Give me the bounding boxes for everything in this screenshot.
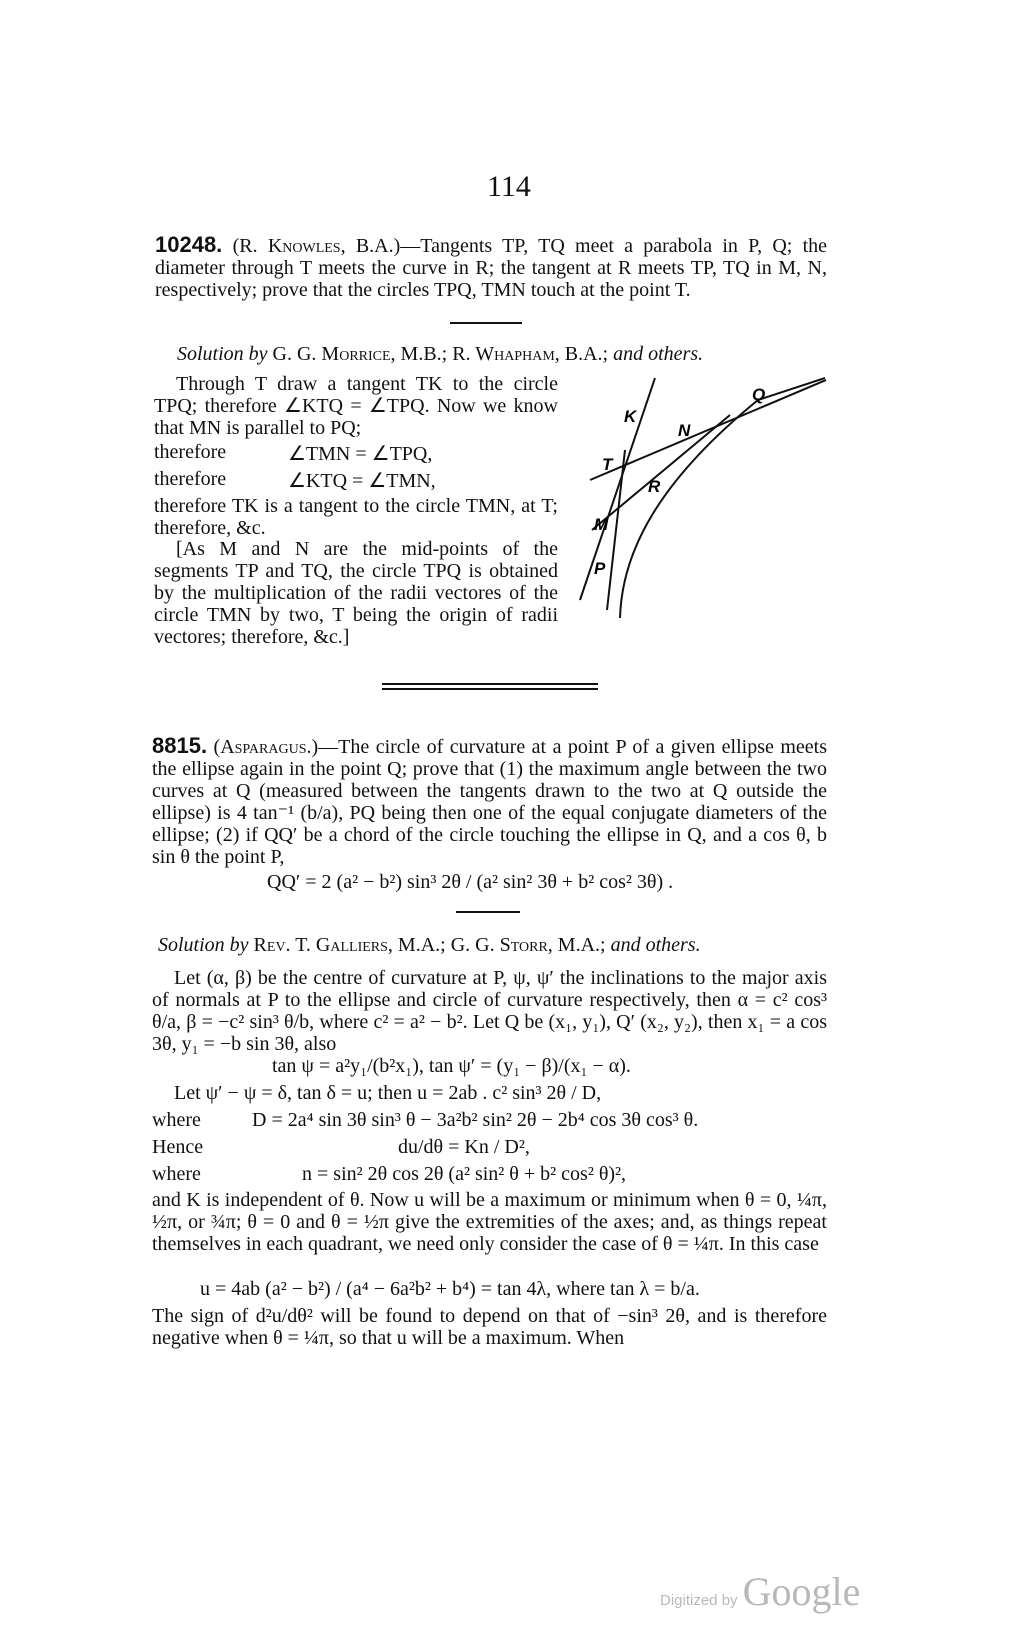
and-others: and others. — [613, 343, 704, 365]
row-math: D = 2a⁴ sin 3θ sin³ θ − 3a²b² sin² 2θ − 2b⁴ cos 3θ cos³ θ. — [252, 1109, 699, 1131]
google-logo: Google — [742, 1569, 861, 1614]
short-rule — [450, 322, 522, 324]
solution-conclusion-10248: therefore TK is a tangent to the circle TMN, at T; therefore, &c. — [154, 495, 558, 539]
solution-body-10248: Through T draw a tangent TK to the circle TPQ; therefore ∠KTQ = ∠TPQ. Now we know that MN is parallel to PQ; — [154, 373, 558, 439]
line-tp-extended — [580, 378, 655, 600]
eq-row-2 — [154, 468, 436, 492]
eq-word: therefore — [154, 441, 227, 463]
solution-note-10248: [As M and N are the mid-points of the segments TP and TQ, the circle TPQ is obtained by the multiplication of the radii vectores of the circle TMN by two, T being the origin of radii vectores; therefore, &c.] — [154, 538, 558, 648]
problem-text: —The circle of curvature at a point P of a given ellipse meets the ellipse again in the point Q; prove that (1) the maximum angle between the two curves at Q (measured between the tangents drawn to the two at Q outside the ellipse) is 4 tan⁻¹ (b/a), PQ being then one of the equal conjugate diameters of the ellipse; (2) if QQ′ be a chord of the circle touching the ellipse in Q, and a cos θ, b sin θ the point P, — [152, 736, 827, 868]
solution-label: Solution by — [177, 343, 268, 365]
problem-text: —Tangents TP, TQ meet a parabola in P, Q; the diameter through T meets the curve in R; the tangent at R meets TP, TQ in M, N, respectively; prove that the circles TPQ, TMN touch at the point T. — [155, 235, 828, 301]
page-number: 114 — [487, 170, 531, 203]
label-R: R — [648, 477, 661, 496]
eq-math: ∠TMN = ∠TPQ, — [288, 443, 433, 465]
problem-number: 8815. — [152, 733, 208, 758]
and-others: and others. — [610, 934, 701, 956]
short-rule — [456, 911, 520, 913]
problem-8815-statement — [152, 735, 827, 868]
solution-header-10248 — [177, 343, 703, 366]
problem-author: (Asparagus.) — [213, 736, 319, 758]
line-tq — [590, 380, 826, 480]
solution-para-2: and K is independent of θ. Now u will be a maximum or minimum when θ = 0, ¼π, ½π, or ¾π; θ = 0 and θ = ½π give the extremities of the axes; and, as things repeat themselves in each quadrant, we need only consider the case of θ = ¼π. In this case — [152, 1189, 827, 1255]
label-M: M — [594, 515, 609, 534]
row-hence — [152, 1136, 530, 1159]
solvers: G. G. Morrice, M.B.; R. Whapham, B.A.; — [272, 343, 609, 365]
label-N: N — [678, 421, 691, 440]
eq-math: ∠KTQ = ∠TMN, — [288, 470, 436, 492]
row-math: du/dθ = Kn / D², — [398, 1136, 530, 1158]
label-T: T — [602, 455, 613, 474]
problem-author: (R. Knowles, B.A.) — [232, 235, 401, 257]
formula-u: u = 4ab (a² − b²) / (a⁴ − 6a²b² + b⁴) = tan 4λ, where tan λ = b/a. — [200, 1278, 700, 1300]
watermark-prefix: Digitized by — [660, 1592, 738, 1609]
row-word: where — [152, 1163, 201, 1185]
row-where-D — [152, 1109, 699, 1132]
tan-psi-line: tan ψ = a²y₁/(b²x₁), tan ψ′ = (y₁ − β)/(x₁ − α). — [272, 1055, 631, 1077]
eq-row-1 — [154, 441, 433, 465]
double-rule-bottom — [382, 688, 598, 690]
solution-header-8815 — [158, 934, 701, 957]
label-Q: Q — [752, 385, 766, 404]
parabola-tangent-figure — [594, 385, 880, 650]
row-where-n — [152, 1163, 627, 1186]
label-P: P — [594, 559, 606, 578]
formula-qq-prime: QQ′ = 2 (a² − b²) sin³ 2θ / (a² sin² 3θ + b² cos² 3θ) . — [267, 871, 674, 893]
solution-para-3: The sign of d²u/dθ² will be found to depend on that of −sin³ 2θ, and is therefore negative when θ = ¼π, so that u will be a maximum. When — [152, 1305, 827, 1349]
solution-para-1: Let (α, β) be the centre of curvature at P, ψ, ψ′ the inclinations to the major axis of normals at P to the ellipse and circle of curvature respectively, then α = c² cos³ θ/a, β = −c² sin³ θ/b, where c² = a² − b². Let Q be (x₁, y₁), Q′ (x₂, y₂), then x₁ = a cos 3θ, y₁ = −b sin 3θ, also — [152, 967, 827, 1055]
digitized-watermark — [660, 1568, 860, 1615]
row-word: Hence — [152, 1136, 204, 1158]
let-delta-line: Let ψ′ − ψ = δ, tan δ = u; then u = 2ab . c² sin³ 2θ / D, — [174, 1082, 602, 1104]
solution-label: Solution by — [158, 934, 249, 956]
label-K: K — [624, 407, 637, 426]
problem-10248-statement — [155, 234, 827, 301]
eq-word: therefore — [154, 468, 227, 490]
row-math: n = sin² 2θ cos 2θ (a² sin² θ + b² cos² θ)², — [302, 1163, 627, 1185]
tangent-at-r — [592, 415, 730, 530]
parabola-arc — [620, 378, 825, 618]
double-rule-top — [382, 683, 598, 685]
problem-number: 10248. — [155, 232, 223, 257]
diameter-through-t — [607, 450, 625, 610]
row-word: where — [152, 1109, 201, 1131]
solvers: Rev. T. Galliers, M.A.; G. G. Storr, M.A.; — [253, 934, 606, 956]
